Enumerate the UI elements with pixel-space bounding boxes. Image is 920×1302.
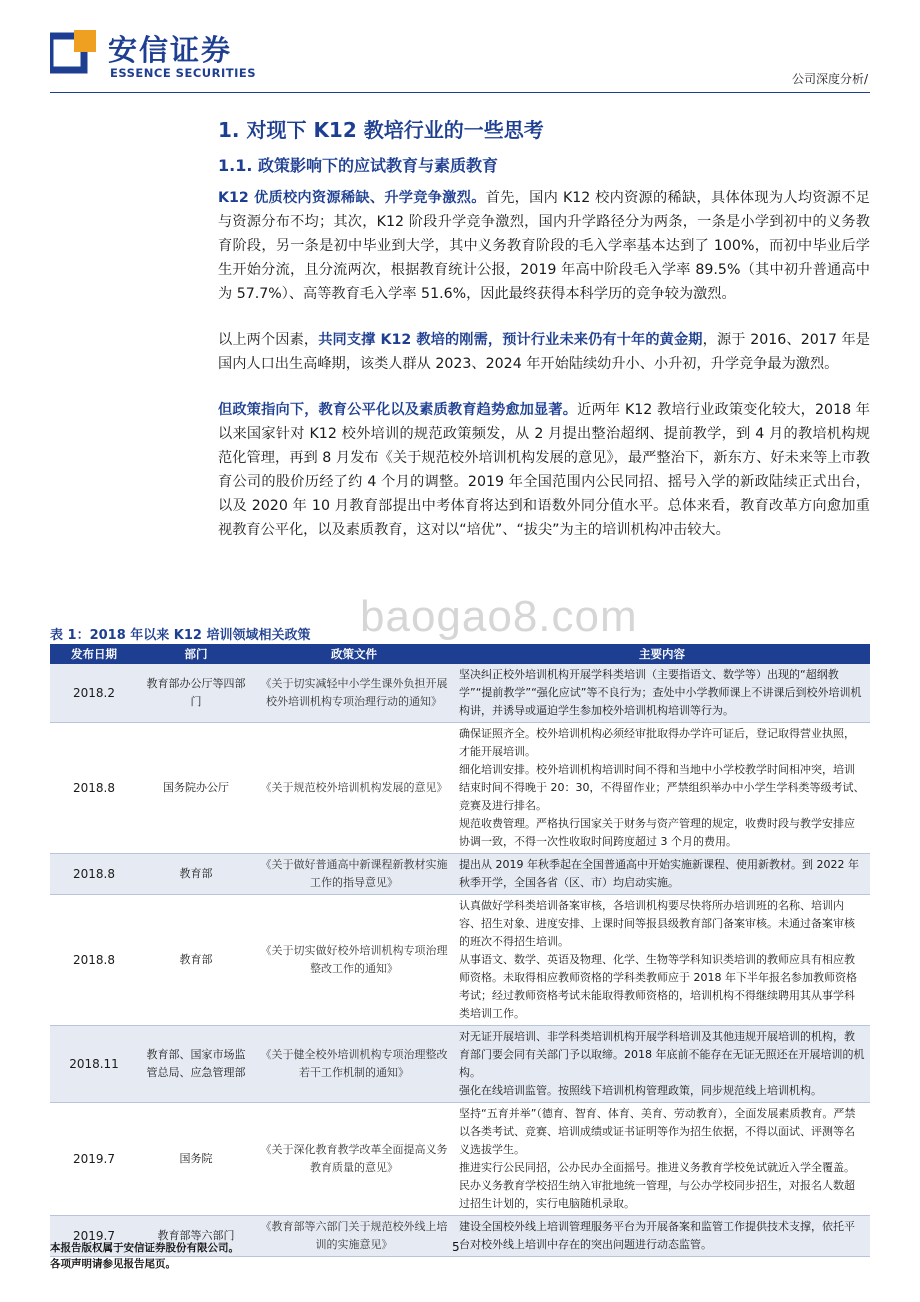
table-header-row xyxy=(50,644,870,664)
table-row xyxy=(50,1103,870,1216)
table-row xyxy=(50,723,870,854)
content-line: 建设全国校外线上培训管理服务平台为开展备案和监管工作提供技术支撑，依托平台对校外线上培训中存在的突出问题进行动态监管。 xyxy=(459,1220,855,1251)
cell-doc: 《关于切实减轻中小学生课外负担开展校外培训机构专项治理行动的通知》 xyxy=(254,664,454,723)
disclaimer-line: 各项声明请参见报告尾页。 xyxy=(50,1258,176,1270)
content-line: 坚持“五育并举”（德育、智育、体育、美育、劳动教育），全面发展素质教育。严禁以各类考试、竞赛、培训成绩或证书证明等作为招生依据，不得以面试、评测等名义选拔学生。 xyxy=(459,1107,856,1156)
table-row xyxy=(50,895,870,1026)
cell-doc: 《关于切实做好校外培训机构专项治理整改工作的通知》 xyxy=(254,895,454,1026)
cell-date: 2019.7 xyxy=(50,1103,138,1216)
subsection-heading: 1.1. 政策影响下的应试教育与素质教育 xyxy=(218,156,498,175)
paragraph-1-body: 首先，国内 K12 校内资源的稀缺，具体体现为人均资源不足与资源分布不均；其次，K12 阶段升学竞争激烈，国内升学路径分为两条，一条是小学到初中的义务教育阶段，另一条是初中毕业到大学，其中义务教育阶段的毛入学率基本达到了 100%，而初中毕业后学生开始分流，且分流两次，根据教育统计公报，2019 年高中阶段毛入学率 89.5%（其中初升普通高中为 57.7%）、高等教育毛入学率 51.6%，因此最终获得本科学历的竞争较为激烈。 xyxy=(218,190,870,302)
header-divider xyxy=(50,92,870,93)
cell-content xyxy=(454,1103,870,1216)
cell-content xyxy=(454,1026,870,1103)
main-content xyxy=(218,110,870,542)
cell-doc: 《关于规范校外培训机构发展的意见》 xyxy=(254,723,454,854)
cell-date: 2019.7 xyxy=(50,1216,138,1257)
content-line: 确保证照齐全。校外培训机构必须经审批取得办学许可证后，登记取得营业执照，才能开展培训。 xyxy=(459,727,855,758)
cell-content xyxy=(454,664,870,723)
table-row xyxy=(50,854,870,895)
cell-content xyxy=(454,723,870,854)
cell-content xyxy=(454,895,870,1026)
cell-date: 2018.8 xyxy=(50,895,138,1026)
header-doc: 政策文件 xyxy=(254,644,454,664)
copyright-note xyxy=(50,1240,239,1272)
table-row xyxy=(50,1026,870,1103)
cell-dept: 国务院办公厅 xyxy=(138,723,254,854)
brand-name-en: ESSENCE SECURITIES xyxy=(110,66,256,80)
watermark: baogao8.com xyxy=(360,592,638,641)
paragraph-2-body: ，源于 2016、2017 年是国内人口出生高峰期，该类人群从 2023、2024 年开始陆续幼升小、小升初，升学竞争最为激烈。 xyxy=(218,332,870,372)
cell-date: 2018.11 xyxy=(50,1026,138,1103)
content-line: 坚决纠正校外培训机构开展学科类培训（主要指语文、数学等）出现的“超纲教学”“提前教学”“强化应试”等不良行为；查处中小学教师课上不讲课后到校外培训机构讲，并诱导或逼迫学生参加校外培训机构培训等行为。 xyxy=(459,668,862,717)
table-row xyxy=(50,664,870,723)
header-content: 主要内容 xyxy=(454,644,870,664)
content-line: 对无证开展培训、非学科类培训机构开展学科培训及其他违规开展培训的机构，教育部门要会同有关部门予以取缔。2018 年底前不能存在无证无照还在开展培训的机构。 xyxy=(459,1030,865,1079)
cell-doc: 《教育部等六部门关于规范校外线上培训的实施意见》 xyxy=(254,1216,454,1257)
paragraph-1 xyxy=(218,186,870,306)
content-line: 从事语文、数学、英语及物理、化学、生物等学科知识类培训的教师应具有相应教师资格。未取得相应教师资格的学科类教师应于 2018 年下半年报名参加教师资格考试；经过教师资格考试未能取得教师资格的，培训机构不得继续聘用其从事学科类培训工作。 xyxy=(459,953,857,1020)
content-line: 细化培训安排。校外培训机构培训时间不得和当地中小学校教学时间相冲突，培训结束时间不得晚于 20：30，不得留作业；严禁组织举办中小学生学科类等级考试、竞赛及进行排名。 xyxy=(459,763,865,812)
page-number: 5 xyxy=(452,1240,460,1254)
brand-name-cn: 安信证券 xyxy=(108,33,233,67)
content-line: 提出从 2019 年秋季起在全国普通高中开始实施新课程、使用新教材。到 2022 年秋季开学，全国各省（区、市）均启动实施。 xyxy=(459,858,859,889)
paragraph-2-lead: 共同支撑 K12 教培的刚需，预计行业未来仍有十年的黄金期 xyxy=(318,332,703,348)
page-header xyxy=(0,0,920,100)
report-type: 公司深度分析/ xyxy=(791,72,868,86)
cell-dept: 教育部等六部门 xyxy=(138,1216,254,1257)
content-line: 强化在线培训监管。按照线下培训机构管理政策，同步规范线上培训机构。 xyxy=(459,1084,822,1097)
content-line: 规范收费管理。严格执行国家关于财务与资产管理的规定，收费时段与教学安排应协调一致，不得一次性收取时间跨度超过 3 个月的费用。 xyxy=(459,817,855,848)
cell-content xyxy=(454,854,870,895)
paragraph-3-lead: 但政策指向下，教育公平化以及素质教育趋势愈加显著。 xyxy=(218,402,578,418)
cell-doc: 《关于健全校外培训机构专项治理整改若干工作机制的通知》 xyxy=(254,1026,454,1103)
paragraph-3-body: 近两年 K12 教培行业政策变化较大，2018 年以来国家针对 K12 校外培训的规范政策频发，从 2 月提出整治超纲、提前教学，到 4 月的教培机构规范化管理，再到 8 月发布《关于规范校外培训机构发展的意见》，最严整治下，新东方、好未来等上市教育公司的股价历经了约 4 个月的调整。2019 年全国范围内公民同招、摇号入学的新政陆续正式出台，以及 2020 年 10 月教育部提出中考体育将达到和语数外同分值水平。总体来看，教育改革方向愈加重视教育公平化，以及素质教育，这对以“培优”、“拔尖”为主的培训机构冲击较大。 xyxy=(218,402,870,538)
header-dept: 部门 xyxy=(138,644,254,664)
cell-content xyxy=(454,1216,870,1257)
cell-doc: 《关于做好普通高中新课程新教材实施工作的指导意见》 xyxy=(254,854,454,895)
cell-dept: 教育部、国家市场监管总局、应急管理部 xyxy=(138,1026,254,1103)
header-date: 发布日期 xyxy=(50,644,138,664)
paragraph-2-pre: 以上两个因素， xyxy=(218,332,319,348)
cell-dept: 教育部 xyxy=(138,854,254,895)
cell-dept: 国务院 xyxy=(138,1103,254,1216)
cell-date: 2018.2 xyxy=(50,664,138,723)
table-title: 表 1：2018 年以来 K12 培训领域相关政策 xyxy=(50,628,311,643)
content-line: 推进实行公民同招，公办民办全面摇号。推进义务教育学校免试就近入学全覆盖。民办义务教育学校招生纳入审批地统一管理，与公办学校同步招生，对报名人数超过招生计划的，实行电脑随机录取。 xyxy=(459,1161,855,1210)
cell-doc: 《关于深化教育教学改革全面提高义务教育质量的意见》 xyxy=(254,1103,454,1216)
paragraph-2 xyxy=(218,328,870,376)
section-heading: 1. 对现下 K12 教培行业的一些思考 xyxy=(218,118,544,142)
essence-logo-icon xyxy=(50,30,96,76)
cell-date: 2018.8 xyxy=(50,723,138,854)
cell-date: 2018.8 xyxy=(50,854,138,895)
paragraph-3 xyxy=(218,398,870,542)
content-line: 认真做好学科类培训备案审核，各培训机构要尽快将所办培训班的名称、培训内容、招生对象、进度安排、上课时间等报县级教育部门备案审核。未通过备案审核的班次不得招生培训。 xyxy=(459,899,855,948)
policy-table xyxy=(50,644,870,1257)
cell-dept: 教育部办公厅等四部门 xyxy=(138,664,254,723)
copyright-line: 本报告版权属于安信证券股份有限公司。 xyxy=(50,1242,239,1254)
cell-dept: 教育部 xyxy=(138,895,254,1026)
paragraph-1-lead: K12 优质校内资源稀缺、升学竞争激烈。 xyxy=(218,190,486,206)
